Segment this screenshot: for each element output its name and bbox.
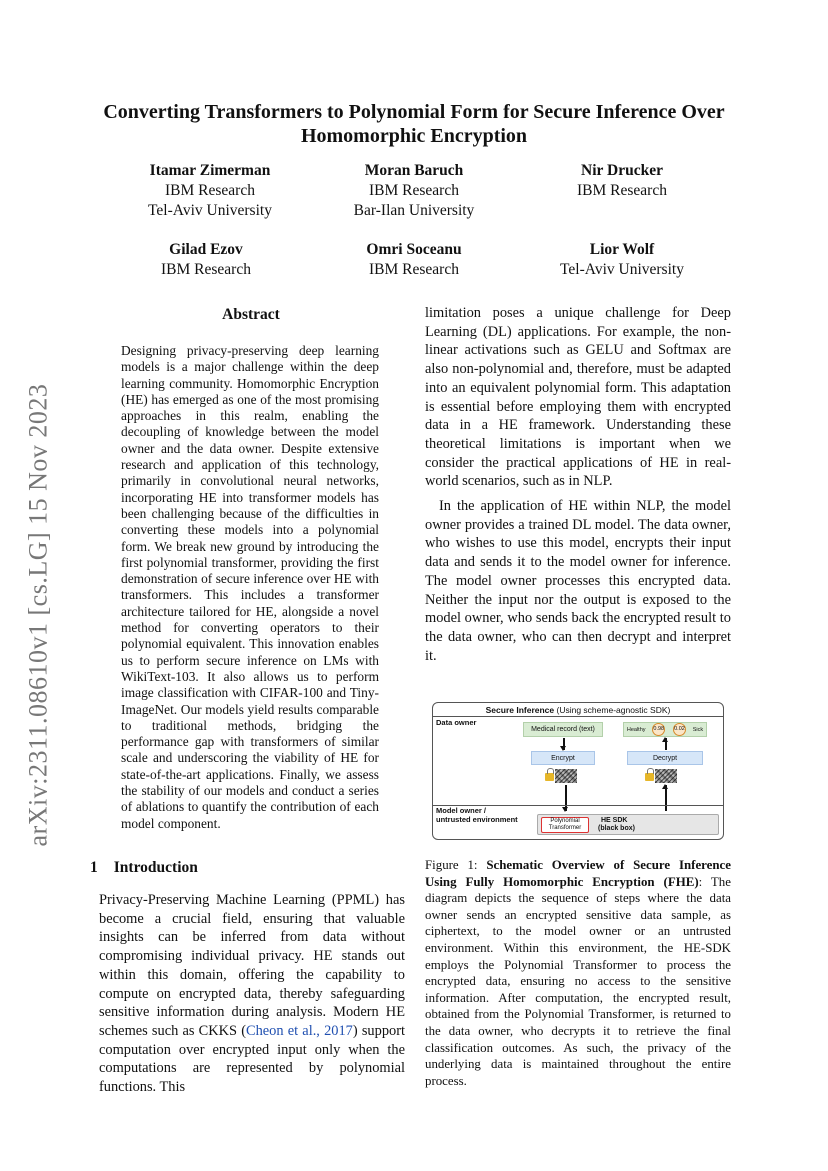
author-name: Gilad Ezov [169,241,243,258]
intro-paragraph [99,891,405,1097]
intro-text: ) support computation over encrypted input only when the computations are represented by polynomial functions. This [99,1022,405,1096]
he-sdk-label: HE SDK (black box) [598,817,635,832]
author-name: Moran Baruch [364,162,464,179]
paragraph: In the application of HE within NLP, the model owner provides a trained DL model. The data owner, who wishes to use this model, encrypts their input data and sends it to the model owner for inference. The model owner processes this encrypted data. Neither the input nor the output is exposed to the model owner, who sends back the encrypted result to the data owner, who can then decrypt and interpret it. [425,498,731,664]
author-affiliation: Tel-Aviv University [560,261,684,278]
citation-link[interactable]: Cheon et al., 2017 [246,1022,353,1039]
arrow-down-icon [563,738,565,750]
arrow-down-icon [565,785,567,811]
paper-title: Converting Transformers to Polynomial Form for Secure Inference Over Homomorphic Encryption [103,101,725,147]
author-affiliation: Tel-Aviv University [148,202,272,219]
figure-caption: Figure 1: Schematic Overview of Secure Inference Using Fully Homomorphic Encryption (FHE): The diagram depicts the sequence of steps where the data owner sends an encrypted sensitive data sample, as ciphertext, to the model owner or an untrusted environment. Within this environment, the HE-SDK employs the Polynomial Transformer to process the encrypted data, ensuring no access to the sensitive information. After computation, the encrypted result, obtained from the Polynomial Transformer, is returned to the data owner, who decrypts it to retrieve the final classification outcomes. As such, the privacy of the underlying data is maintained throughout the entire process. [425,858,731,1088]
data-owner-label: Data owner [436,718,477,727]
figure-secure-inference [432,702,724,840]
caption-bold: Schematic Overview of Secure Inference Using Fully Homomorphic Encryption (FHE) [425,858,731,889]
author-name: Lior Wolf [589,241,655,258]
author-block [522,161,722,201]
author-name: Omri Soceanu [366,241,462,258]
section-number: 1 [90,859,98,876]
caption-text: : The diagram depicts the sequence of steps where the data owner sends an encrypted sensitive data sample, as ciphertext, to the model owner or an untrusted environment. Within this environment, the HE-SDK employs the Polynomial Transformer to process the encrypted data, ensuring no access to the sensitive information. After computation, the encrypted result, obtained from the Polynomial Transformer, is returned to the data owner, who decrypts it to retrieve the final classification outcomes. As such, the privacy of the underlying data is maintained throughout the entire process. [425,874,731,1088]
intro-text: Privacy-Preserving Machine Learning (PPML) has become a crucial field, ensuring that valuable insights can be inferred from data without compromising individual privacy. HE stands out within this domain, offering the capability to compute on encrypted data, thereby safeguarding sensitive information during analysis. Modern HE schemes such as CKKS ( [99,892,405,1039]
author-affiliation: IBM Research [165,182,255,199]
author-affiliation: IBM Research [369,261,459,278]
result-box [623,722,707,737]
section-heading [90,859,198,877]
author-affiliation: Bar-Ilan University [353,202,475,219]
arxiv-identifier [18,355,58,875]
paragraph: limitation poses a unique challenge for Deep Learning (DL) applications. For example, the non-linear activations such as GELU and Softmax are also non-polynomial and, therefore, must be adapted into an equivalent polynomial form. This adaptation is essential before employing them with encrypted data in a HE framework. Understanding these theoretical limitations is important when we consider the practical applications of HE in real-world scenarios, such as in NLP. [425,305,731,490]
author-name: Itamar Zimerman [149,162,271,179]
right-column [425,304,731,665]
author-name: Nir Drucker [581,162,663,179]
figure-title: Secure Inference (Using scheme-agnostic SDK) [485,705,671,715]
abstract-heading: Abstract [222,306,280,323]
arxiv-id-text: arXiv:2311.08610v1 [cs.LG] 15 Nov 2023 [23,383,52,847]
arrow-up-icon [665,738,667,750]
section-title: Introduction [113,859,198,876]
healthy-label: Healthy [626,726,646,733]
ciphertext-icon [555,769,577,783]
author-affiliation: IBM Research [577,182,667,199]
author-affiliation: IBM Research [161,261,251,278]
divider [433,716,723,717]
author-block [314,240,514,280]
he-sdk-box [537,814,719,835]
lock-icon [645,773,654,781]
decrypt-box: Decrypt [627,751,703,765]
author-block [314,161,514,221]
author-affiliation: IBM Research [369,182,459,199]
author-block [110,161,310,221]
polynomial-transformer-box: Polynomial Transformer [541,817,589,833]
author-block [522,240,722,280]
sick-probability: 0.02 [673,723,686,736]
sick-label: Sick [692,726,704,733]
lock-icon [545,773,554,781]
abstract-text: Designing privacy-preserving deep learning models is a major challenge within the deep learning community. Homomorphic Encryption (HE) has emerged as one of the most promising approaches in this realm, enabling the decoupling of knowledge between the model owner and the data owner. Despite extensive research and application of this technology, primarily in convolutional neural networks, incorporating HE into transformer models has been challenging because of the difficulties in converting these models into a polynomial form. We break new ground by introducing the first polynomial transformer, providing the first demonstration of secure inference over HE with transformers. This includes a transformer architecture tailored for HE, alongside a novel method for converting operators to their polynomial equivalent. This innovation enables us to perform secure inference on LMs with WikiText-103. It also allows us to perform image classification with CIFAR-100 and Tiny-ImageNet. Our models yield results comparable to traditional methods, bridging the performance gap with transformers of similar scale and underscoring the viability of HE for state-of-the-art applications. Finally, we assess the stability of our models and conduct a series of ablations to quantify the contribution of each model component. [121,343,379,831]
encrypt-box: Encrypt [531,751,595,765]
ciphertext-icon [655,769,677,783]
medical-record-box: Medical record (text) [523,722,603,737]
author-block [106,240,306,280]
model-owner-label: Model owner / untrusted environment [436,806,518,824]
healthy-probability: 0.98 [652,723,665,736]
arrow-up-icon [665,785,667,811]
